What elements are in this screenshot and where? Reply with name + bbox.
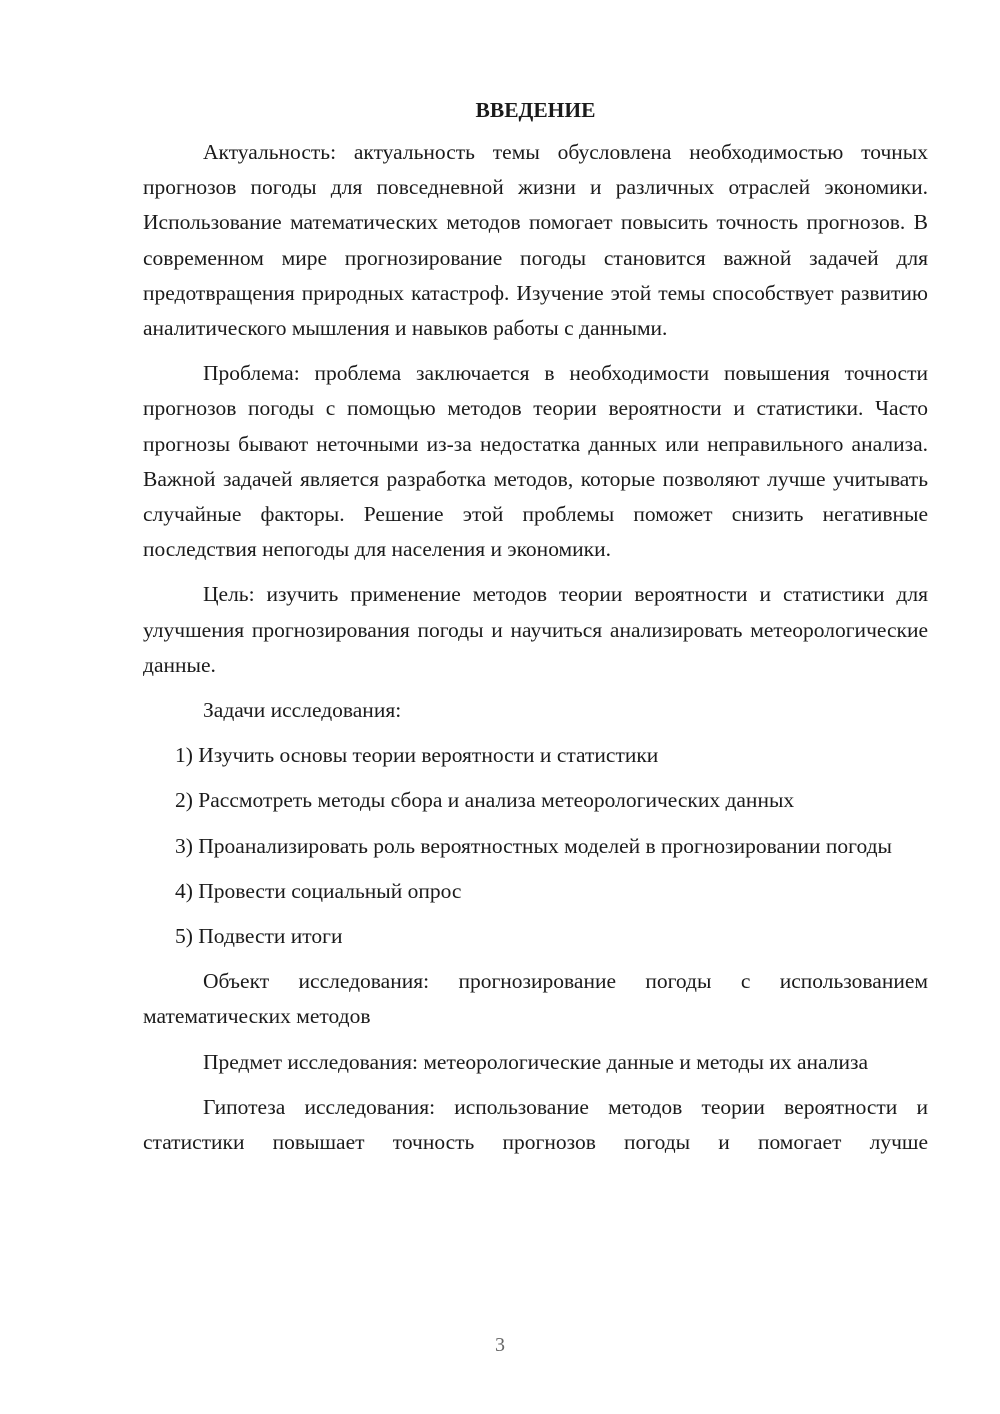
task-item-1: 1) Изучить основы теории вероятности и статистики: [175, 743, 659, 768]
document-page: [143, 95, 928, 1170]
object-paragraph: Объект исследования: прогнозирование погоды с использованием математических методов: [143, 969, 928, 1029]
subject-paragraph: Предмет исследования: метеорологические данные и методы их анализа: [203, 1049, 869, 1074]
tasks-heading: Задачи исследования:: [203, 698, 402, 723]
task-item-4: 4) Провести социальный опрос: [175, 878, 462, 903]
task-item-2: 2) Рассмотреть методы сбора и анализа метеорологических данных: [175, 788, 795, 813]
relevance-paragraph: Актуальность: актуальность темы обусловлена необходимостью точных прогнозов погоды для повседневной жизни и различных отраслей экономики. Использование математических методов помогает повысить точность прогнозов. В современном мире прогнозирование погоды становится важной задачей для предотвращения природных катастроф. Изучение этой темы способствует развитию аналитического мышления и навыков работы с данными.: [143, 140, 928, 341]
task-item-5: 5) Подвести итоги: [175, 924, 343, 949]
section-title: ВВЕДЕНИЕ: [475, 98, 596, 122]
page-number: 3: [495, 1334, 505, 1356]
goal-paragraph: Цель: изучить применение методов теории вероятности и статистики для улучшения прогнозирования погоды и научиться анализировать метеорологические данные.: [143, 582, 928, 677]
task-item-3: 3) Проанализировать роль вероятностных моделей в прогнозировании погоды: [175, 833, 892, 858]
hypothesis-paragraph: Гипотеза исследования: использование методов теории вероятности и статистики повышает точность прогнозов погоды и помогает лучше: [143, 1094, 928, 1155]
problem-paragraph: Проблема: проблема заключается в необходимости повышения точности прогнозов погоды с помощью методов теории вероятности и статистики. Часто прогнозы бывают неточными из-за недостатка данных или неправильного анализа. Важной задачей является разработка методов, которые позволяют лучше учитывать случайные факторы. Решение этой проблемы поможет снизить негативные последствия непогоды для населения и экономики.: [143, 361, 928, 562]
